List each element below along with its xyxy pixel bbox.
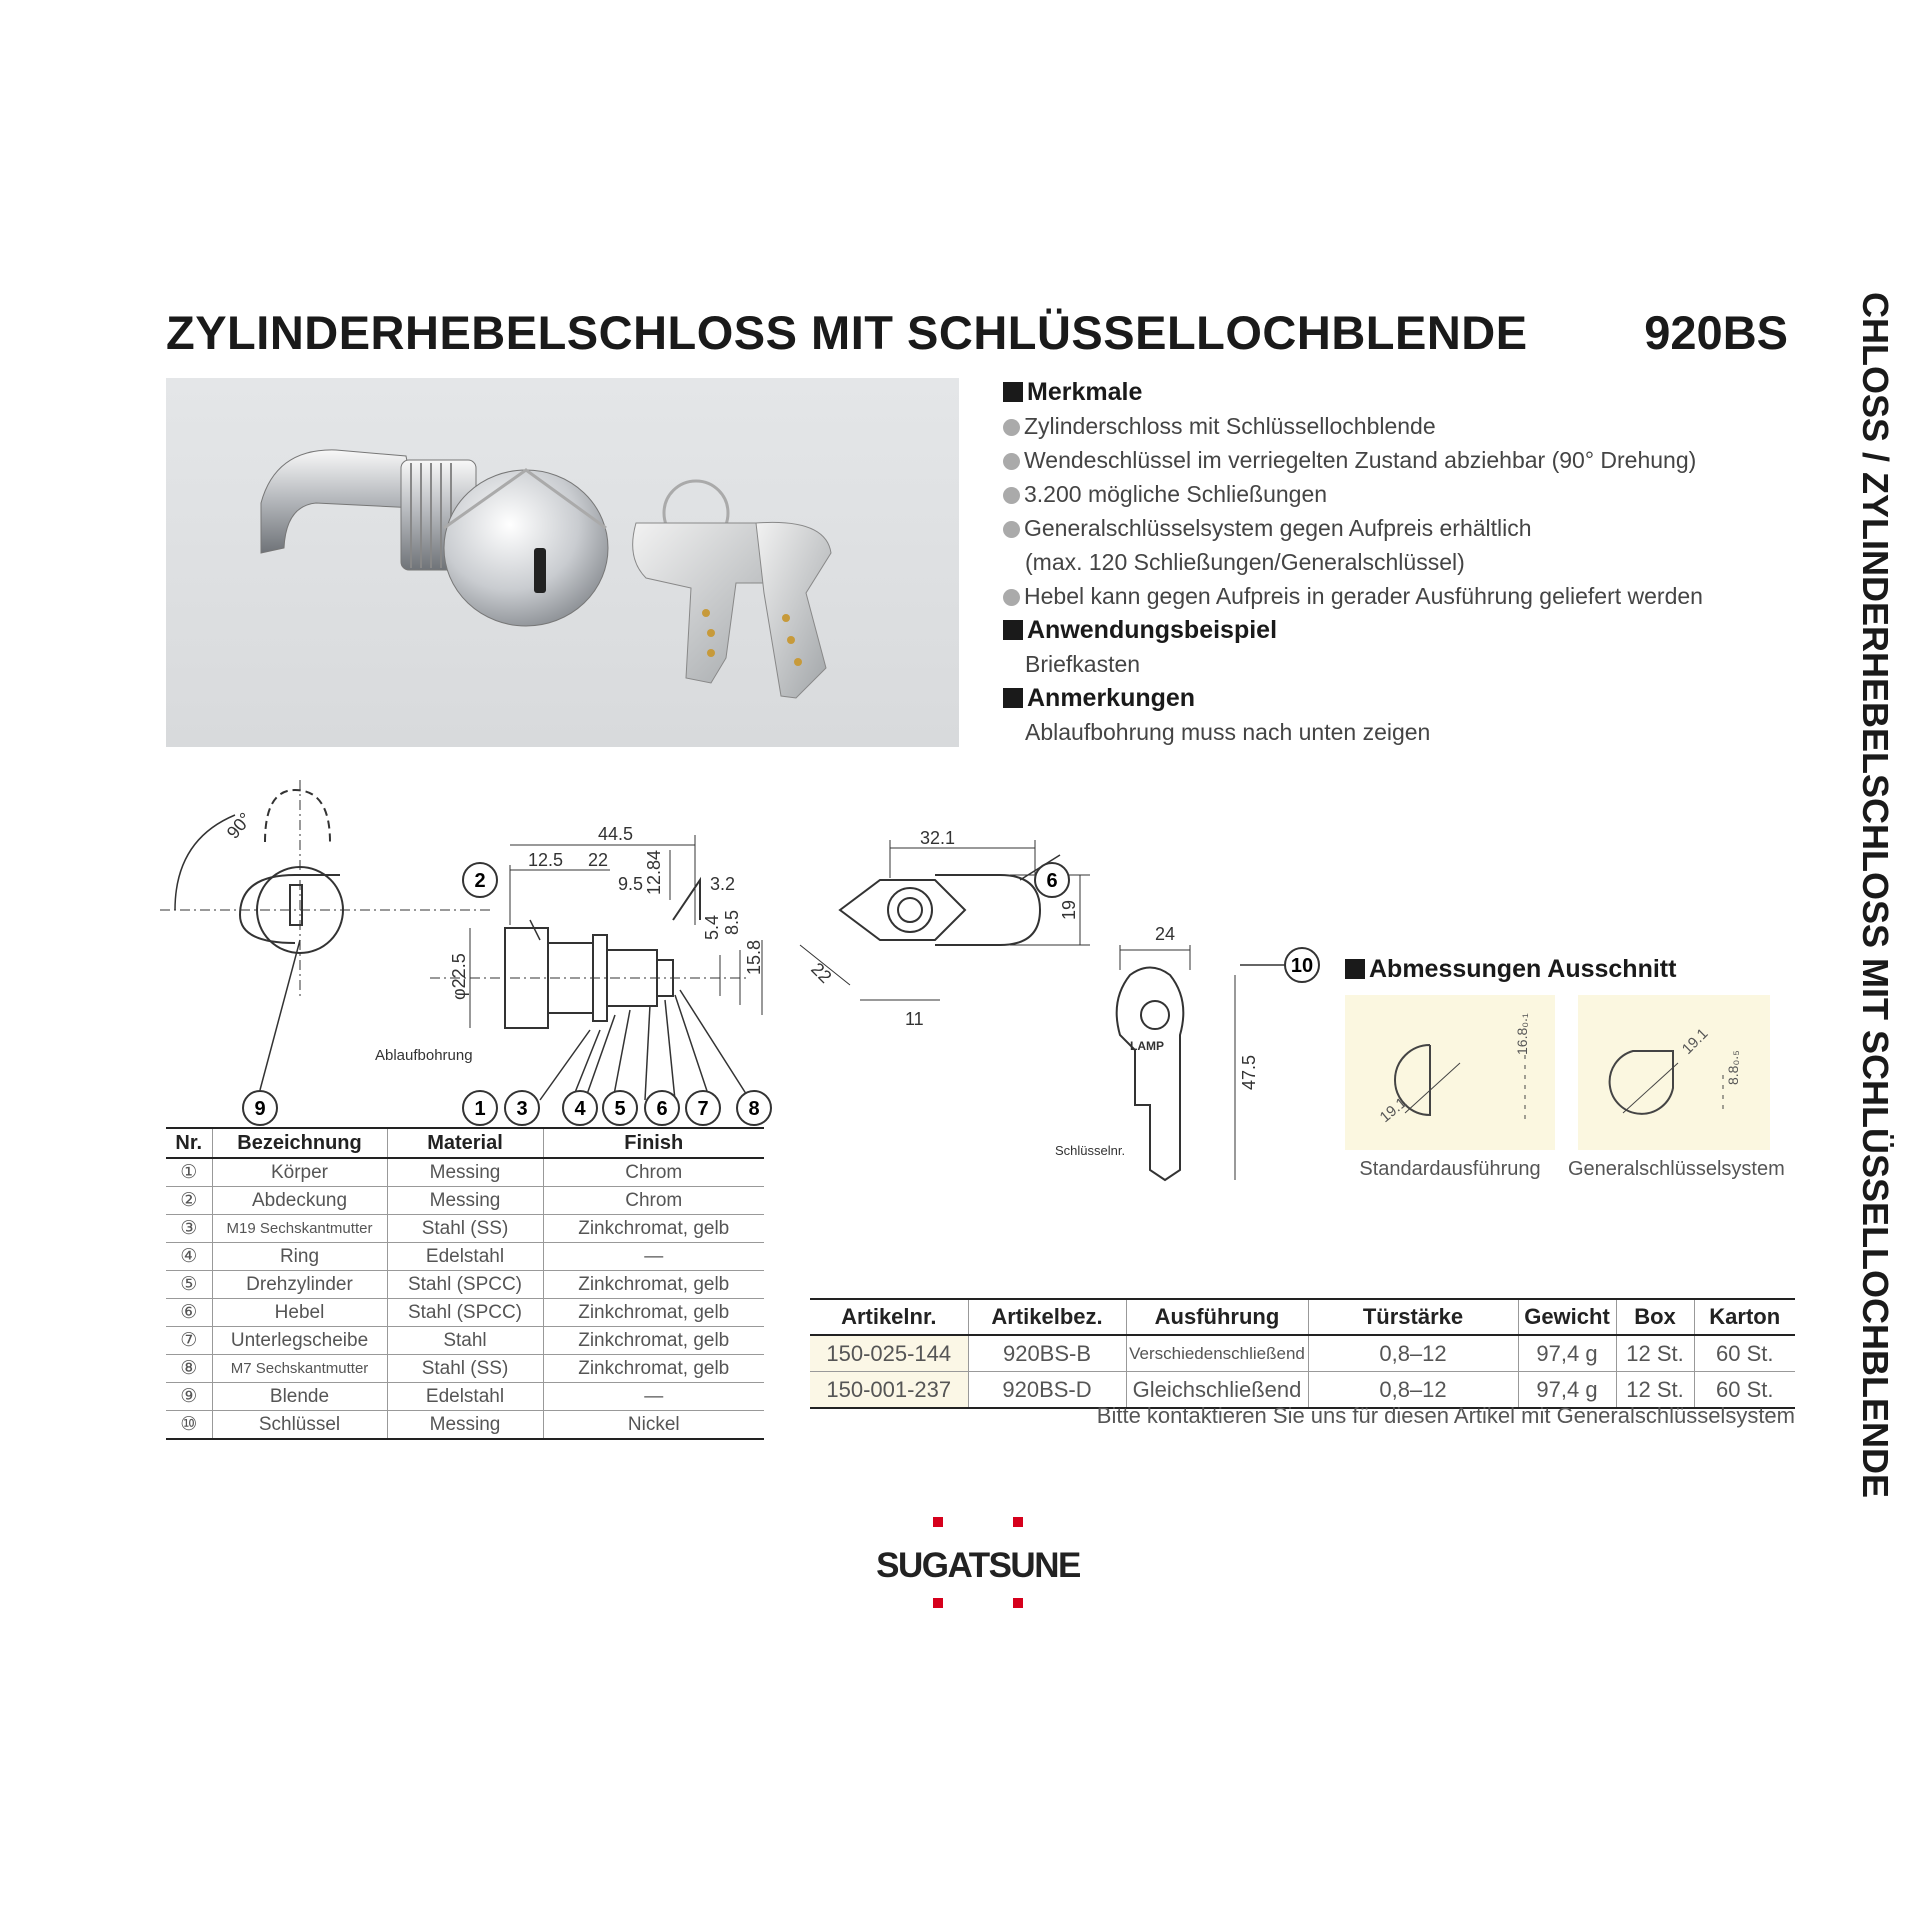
col-header: Artikelnr.: [810, 1299, 968, 1335]
svg-text:7: 7: [697, 1098, 709, 1120]
cell: ④: [166, 1243, 212, 1271]
svg-text:15.8: 15.8: [744, 939, 764, 975]
feature-item: Zylinderschloss mit Schlüssellochblende: [1003, 409, 1763, 443]
cell: Zinkchromat, gelb: [543, 1215, 764, 1243]
cell: 920BS-B: [968, 1335, 1126, 1372]
svg-text:47.5: 47.5: [1239, 1054, 1259, 1090]
svg-text:90°: 90°: [222, 808, 256, 843]
cell: ⑦: [166, 1327, 212, 1355]
cell: Schlüssel: [212, 1411, 387, 1440]
cell: Abdeckung: [212, 1187, 387, 1215]
svg-text:8: 8: [748, 1098, 760, 1120]
cell: Chrom: [543, 1187, 764, 1215]
cell: ②: [166, 1187, 212, 1215]
svg-text:12.84: 12.84: [644, 849, 664, 895]
cell: Hebel: [212, 1299, 387, 1327]
cell: Stahl (SPCC): [387, 1271, 543, 1299]
cell: Körper: [212, 1158, 387, 1187]
cell: 12 St.: [1616, 1335, 1694, 1372]
table-row: [166, 1327, 764, 1355]
notes-text: Ablaufbohrung muss nach unten zeigen: [1025, 719, 1431, 745]
table-row: [166, 1271, 764, 1299]
svg-text:5.4: 5.4: [702, 914, 722, 940]
application-text: Briefkasten: [1025, 651, 1141, 677]
svg-text:10: 10: [1290, 955, 1314, 977]
svg-text:5: 5: [614, 1098, 626, 1120]
cell: Drehzylinder: [212, 1271, 387, 1299]
feature-item: (max. 120 Schließungen/Generalschlüssel): [1025, 549, 1465, 575]
table-row: [166, 1243, 764, 1271]
cell: 0,8–12: [1308, 1372, 1518, 1409]
table-row: [166, 1355, 764, 1383]
cell: 150-025-144: [810, 1335, 968, 1372]
features-block: [1003, 375, 1763, 749]
feature-item: Wendeschlüssel im verriegelten Zustand abziehbar (90° Drehung): [1003, 443, 1763, 477]
cell: Stahl: [387, 1327, 543, 1355]
cell: Zinkchromat, gelb: [543, 1299, 764, 1327]
cutout-standard-w: 16.8₀.₁: [1514, 1013, 1530, 1055]
svg-text:4: 4: [574, 1098, 586, 1120]
feature-item: Hebel kann gegen Aufpreis in gerader Ausführung geliefert werden: [1003, 579, 1763, 613]
table-header-row: [810, 1299, 1795, 1335]
cutout-heading: Abmessungen Ausschnitt: [1345, 955, 1676, 984]
table-header-row: [166, 1128, 764, 1158]
svg-text:6: 6: [1046, 870, 1058, 892]
cell: Nickel: [543, 1411, 764, 1440]
svg-text:22: 22: [588, 850, 609, 870]
cell: Zinkchromat, gelb: [543, 1271, 764, 1299]
callouts: [243, 863, 1319, 1125]
cell: ⑤: [166, 1271, 212, 1299]
col-header: Box: [1616, 1299, 1694, 1335]
key-brand-label: LAMP: [1130, 1039, 1164, 1053]
product-photo: [166, 378, 959, 747]
col-header: Ausführung: [1126, 1299, 1308, 1335]
cell: —: [543, 1383, 764, 1411]
cell: 97,4 g: [1518, 1372, 1616, 1409]
feature-item: Generalschlüsselsystem gegen Aufpreis erhältlich: [1003, 511, 1763, 545]
svg-text:φ22.5: φ22.5: [449, 953, 469, 1000]
table-row: [166, 1215, 764, 1243]
svg-text:9.5: 9.5: [618, 874, 644, 894]
col-header: Nr.: [166, 1128, 212, 1158]
side-title-text: CHLOSS / ZYLINDERHEBELSCHLOSS MIT SCHLÜSSELLOCHBLENDE: [1855, 292, 1896, 1499]
cell: Stahl (SPCC): [387, 1299, 543, 1327]
cell: ⑩: [166, 1411, 212, 1440]
svg-text:SUGATSUNE: SUGATSUNE: [876, 1546, 1080, 1585]
cell: Blende: [212, 1383, 387, 1411]
cell: Verschiedenschließend: [1126, 1335, 1308, 1372]
svg-text:19: 19: [1059, 899, 1079, 920]
cell: Edelstahl: [387, 1243, 543, 1271]
col-header: Bezeichnung: [212, 1128, 387, 1158]
side-title: [1845, 292, 1905, 1499]
cutout-master-caption: Generalschlüsselsystem: [1568, 1158, 1785, 1180]
table-row: [810, 1335, 1795, 1372]
svg-text:8.5: 8.5: [722, 909, 742, 935]
col-header: Türstärke: [1308, 1299, 1518, 1335]
technical-drawing: [140, 760, 1340, 1180]
cell: 60 St.: [1694, 1335, 1795, 1372]
drain-label: Ablaufbohrung: [375, 1047, 473, 1064]
svg-text:44.5: 44.5: [598, 824, 634, 844]
cell: ⑨: [166, 1383, 212, 1411]
cutout-master-d: 19.1: [1678, 1025, 1712, 1058]
page-title: ZYLINDERHEBELSCHLOSS MIT SCHLÜSSELLOCHBLENDE: [166, 306, 1528, 359]
cell: Messing: [387, 1158, 543, 1187]
table-row: [166, 1383, 764, 1411]
cutout-master-w: 8.8₀.₅: [1725, 1050, 1741, 1085]
cell: Zinkchromat, gelb: [543, 1327, 764, 1355]
sugatsune-logo: [876, 1515, 1080, 1610]
svg-text:3.2: 3.2: [710, 874, 736, 894]
col-header: Karton: [1694, 1299, 1795, 1335]
cutout-master: [1578, 995, 1770, 1150]
col-header: Gewicht: [1518, 1299, 1616, 1335]
svg-text:22: 22: [807, 958, 836, 987]
cell: 12 St.: [1616, 1372, 1694, 1409]
feature-item: 3.200 mögliche Schließungen: [1003, 477, 1763, 511]
svg-text:32.1: 32.1: [920, 828, 956, 848]
col-header: Material: [387, 1128, 543, 1158]
cell: Unterlegscheibe: [212, 1327, 387, 1355]
table-row: [166, 1187, 764, 1215]
cell: Edelstahl: [387, 1383, 543, 1411]
key-number-label: Schlüsselnr.: [1055, 1143, 1126, 1158]
table-row: [166, 1158, 764, 1187]
cell: M19 Sechskantmutter: [212, 1215, 387, 1243]
cell: Ring: [212, 1243, 387, 1271]
cell: ③: [166, 1215, 212, 1243]
cell: 97,4 g: [1518, 1335, 1616, 1372]
svg-text:12.5: 12.5: [528, 850, 564, 870]
cell: 60 St.: [1694, 1372, 1795, 1409]
svg-text:3: 3: [516, 1098, 528, 1120]
cell: Zinkchromat, gelb: [543, 1355, 764, 1383]
col-header: Finish: [543, 1128, 764, 1158]
cell: 920BS-D: [968, 1372, 1126, 1409]
col-header: Artikelbez.: [968, 1299, 1126, 1335]
article-note: Bitte kontaktieren Sie uns für diesen Artikel mit Generalschlüsselsystem: [1096, 1403, 1795, 1428]
cutout-standard: [1345, 995, 1555, 1150]
svg-text:24: 24: [1155, 924, 1176, 944]
cell: Stahl (SS): [387, 1215, 543, 1243]
table-row: [166, 1411, 764, 1440]
svg-text:1: 1: [474, 1098, 486, 1120]
cutout-standard-d: 19.1: [1376, 1094, 1410, 1127]
model-number: 920BS: [1644, 306, 1788, 359]
cell: ①: [166, 1158, 212, 1187]
svg-text:2: 2: [474, 870, 486, 892]
features-heading: Merkmale: [1003, 375, 1763, 409]
svg-text:11: 11: [905, 1009, 924, 1029]
cell: Messing: [387, 1411, 543, 1440]
notes-heading: Anmerkungen: [1003, 681, 1763, 715]
cell: 150-001-237: [810, 1372, 968, 1409]
materials-table: [166, 1127, 764, 1440]
cell: —: [543, 1243, 764, 1271]
cell: Gleichschließend: [1126, 1372, 1308, 1409]
cell: M7 Sechskantmutter: [212, 1355, 387, 1383]
svg-text:6: 6: [656, 1098, 668, 1120]
cell: Stahl (SS): [387, 1355, 543, 1383]
application-heading: Anwendungsbeispiel: [1003, 613, 1763, 647]
cell: Messing: [387, 1187, 543, 1215]
cell: 0,8–12: [1308, 1335, 1518, 1372]
svg-text:9: 9: [254, 1098, 266, 1120]
cell: ⑥: [166, 1299, 212, 1327]
articles-table: [810, 1298, 1795, 1409]
cell: Chrom: [543, 1158, 764, 1187]
table-row: [166, 1299, 764, 1327]
cutout-standard-caption: Standardausführung: [1359, 1158, 1541, 1180]
cell: ⑧: [166, 1355, 212, 1383]
